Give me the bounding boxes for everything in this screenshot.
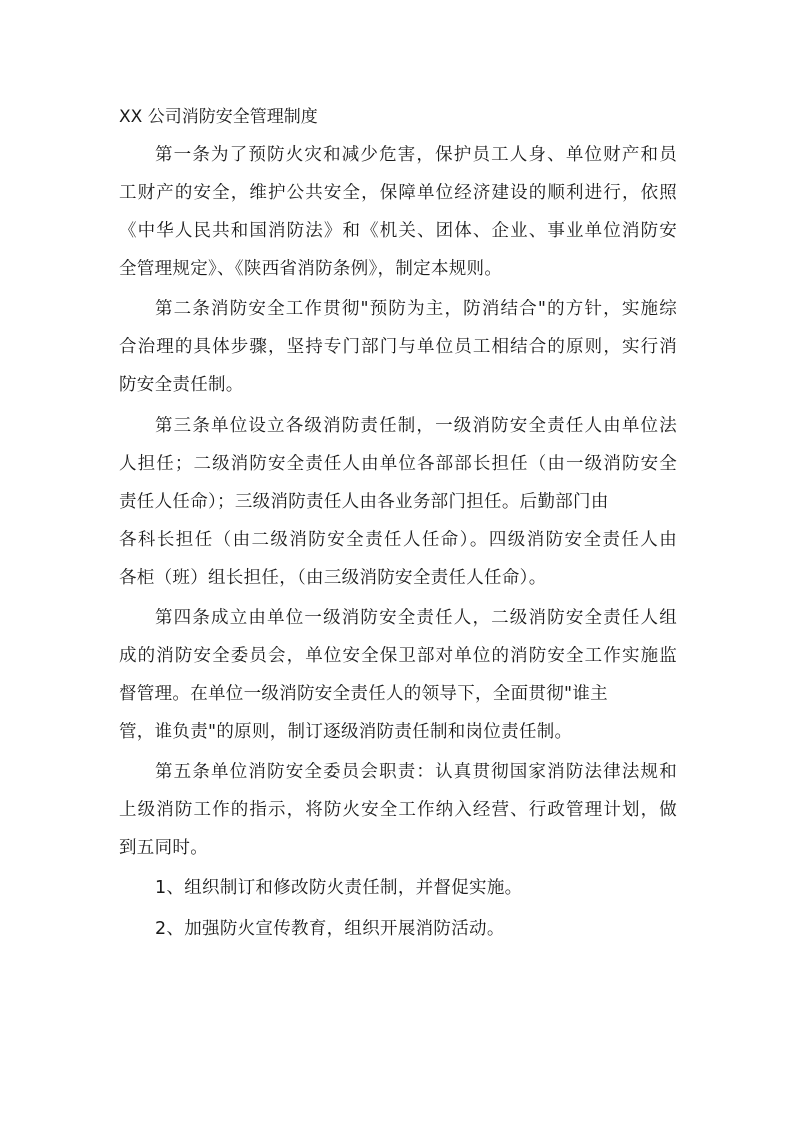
text-line: 人担任；二级消防安全责任人由单位各部部长担任（由一级消防安全 [119, 453, 677, 474]
list-item-1 [119, 869, 677, 907]
text-line: 防安全责任制。 [119, 375, 244, 396]
text-line: 成的消防安全委员会，单位安全保卫部对单位的消防安全工作实施监 [119, 645, 677, 666]
text-line: 督管理。在单位一级消防安全责任人的领导下，全面贯彻"谁主 [119, 683, 608, 704]
article-3 [119, 407, 677, 597]
text-line: 各柜（班）组长担任，（由三级消防安全责任人任命）。 [119, 567, 547, 588]
text-line: 第五条单位消防安全委员会职责：认真贯彻国家消防法律法规和 [155, 762, 677, 783]
text-line: 合治理的具体步骤，坚持专门部门与单位员工相结合的原则，实行消 [119, 337, 677, 358]
text-line: 第三条单位设立各级消防责任制，一级消防安全责任人由单位法 [155, 415, 677, 436]
text-line: 各科长担任（由二级消防安全责任人任命）。四级消防安全责任人由 [119, 529, 677, 550]
article-4 [119, 599, 677, 751]
document-title: XX 公司消防安全管理制度 [119, 107, 318, 127]
text-line: 第二条消防安全工作贯彻"预防为主，防消结合"的方针，实施综 [155, 299, 677, 320]
text-line: 《中华人民共和国消防法》和《机关、团体、企业、事业单位消防安 [119, 221, 677, 241]
text-line: 上级消防工作的指示，将防火安全工作纳入经营、行政管理计划，做 [119, 800, 677, 821]
text-line: 全管理规定》、《陕西省消防条例》，制定本规则。 [119, 259, 503, 279]
text-line: 第一条为了预防火灾和减少危害，保护员工人身、单位财产和员 [155, 145, 677, 165]
text-line: 责任人任命）；三级消防责任人由各业务部门担任。后勤部门由 [119, 491, 609, 512]
text-line: 2、加强防火宣传教育，组织开展消防活动。 [155, 918, 505, 939]
article-5 [119, 753, 677, 867]
text-line: 管，谁负责"的原则，制订逐级消防责任制和岗位责任制。 [119, 721, 573, 742]
article-2 [119, 290, 677, 404]
text-line: 1、组织制订和修改防火责任制，并督促实施。 [155, 878, 523, 899]
article-1 [119, 136, 677, 288]
text-line: 第四条成立由单位一级消防安全责任人，二级消防安全责任人组 [155, 607, 677, 628]
document-body [119, 98, 677, 950]
list-item-2 [119, 910, 677, 948]
text-line: 到五同时。 [119, 838, 208, 859]
text-line: 工财产的安全，维护公共安全，保障单位经济建设的顺利进行，依照 [119, 183, 677, 203]
